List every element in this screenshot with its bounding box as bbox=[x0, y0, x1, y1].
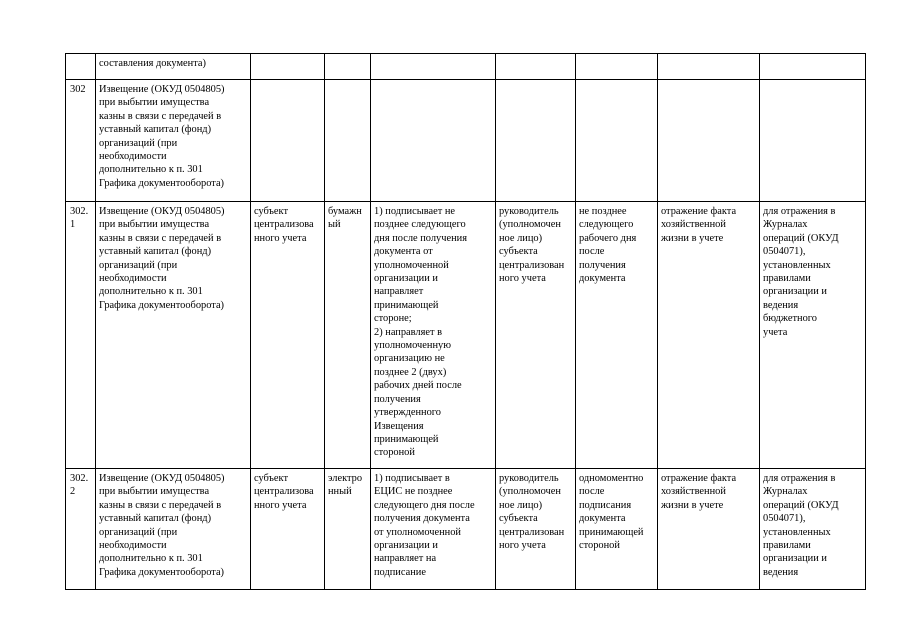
responsible-cell bbox=[251, 80, 325, 202]
responsible-cell: субъект централизова нного учета bbox=[251, 202, 325, 469]
action-cell: 1) подписывает не позднее следующего дня после получения документа от уполномоченной организации и направляет принимающей стороне; 2) направляет в уполномоченную организацию не позднее 2 (двух) рабочих дней после получения утвержденного Извещения принимающей стороной bbox=[371, 202, 496, 469]
format-cell bbox=[325, 80, 371, 202]
deadline-cell: не позднее следующего рабочего дня после получения документа bbox=[576, 202, 658, 469]
note-cell bbox=[760, 54, 866, 80]
purpose-cell bbox=[658, 54, 760, 80]
responsible-cell bbox=[251, 54, 325, 80]
purpose-cell: отражение факта хозяйственной жизни в учете bbox=[658, 202, 760, 469]
row-number-cell: 302. 1 bbox=[66, 202, 96, 469]
format-cell: бумажн ый bbox=[325, 202, 371, 469]
table-row-302-1 bbox=[66, 202, 866, 469]
purpose-cell bbox=[658, 80, 760, 202]
table-row-continuation bbox=[66, 54, 866, 80]
document-table bbox=[65, 53, 866, 590]
action-cell bbox=[371, 80, 496, 202]
deadline-cell: одномоментно после подписания документа принимающей стороной bbox=[576, 469, 658, 590]
document-name-cell: Извещение (ОКУД 0504805) при выбытии имущества казны в связи с передачей в уставный капитал (фонд) организаций (при необходимости дополнительно к п. 301 Графика документооборота) bbox=[96, 202, 251, 469]
responsible-cell: субъект централизова нного учета bbox=[251, 469, 325, 590]
row-number-cell: 302. 2 bbox=[66, 469, 96, 590]
row-number-cell bbox=[66, 54, 96, 80]
document-name-cell: составления документа) bbox=[96, 54, 251, 80]
table-row-302-2 bbox=[66, 469, 866, 590]
deadline-cell bbox=[576, 54, 658, 80]
row-number-cell: 302 bbox=[66, 80, 96, 202]
action-cell bbox=[371, 54, 496, 80]
signer-cell: руководитель (уполномочен ное лицо) субъекта централизован ного учета bbox=[496, 202, 576, 469]
signer-cell bbox=[496, 54, 576, 80]
note-cell: для отражения в Журналах операций (ОКУД 0504071), установленных правилами организации и ведения bbox=[760, 469, 866, 590]
format-cell bbox=[325, 54, 371, 80]
purpose-cell: отражение факта хозяйственной жизни в учете bbox=[658, 469, 760, 590]
action-cell: 1) подписывает в ЕЦИС не позднее следующего дня после получения документа от уполномоченной организации и направляет на подписание bbox=[371, 469, 496, 590]
note-cell bbox=[760, 80, 866, 202]
signer-cell bbox=[496, 80, 576, 202]
document-name-cell: Извещение (ОКУД 0504805) при выбытии имущества казны в связи с передачей в уставный капитал (фонд) организаций (при необходимости дополнительно к п. 301 Графика документооборота) bbox=[96, 80, 251, 202]
table-row-302 bbox=[66, 80, 866, 202]
deadline-cell bbox=[576, 80, 658, 202]
document-name-cell: Извещение (ОКУД 0504805) при выбытии имущества казны в связи с передачей в уставный капитал (фонд) организаций (при необходимости дополнительно к п. 301 Графика документооборота) bbox=[96, 469, 251, 590]
note-cell: для отражения в Журналах операций (ОКУД 0504071), установленных правилами организации и ведения бюджетного учета bbox=[760, 202, 866, 469]
signer-cell: руководитель (уполномочен ное лицо) субъекта централизован ного учета bbox=[496, 469, 576, 590]
format-cell: электро нный bbox=[325, 469, 371, 590]
